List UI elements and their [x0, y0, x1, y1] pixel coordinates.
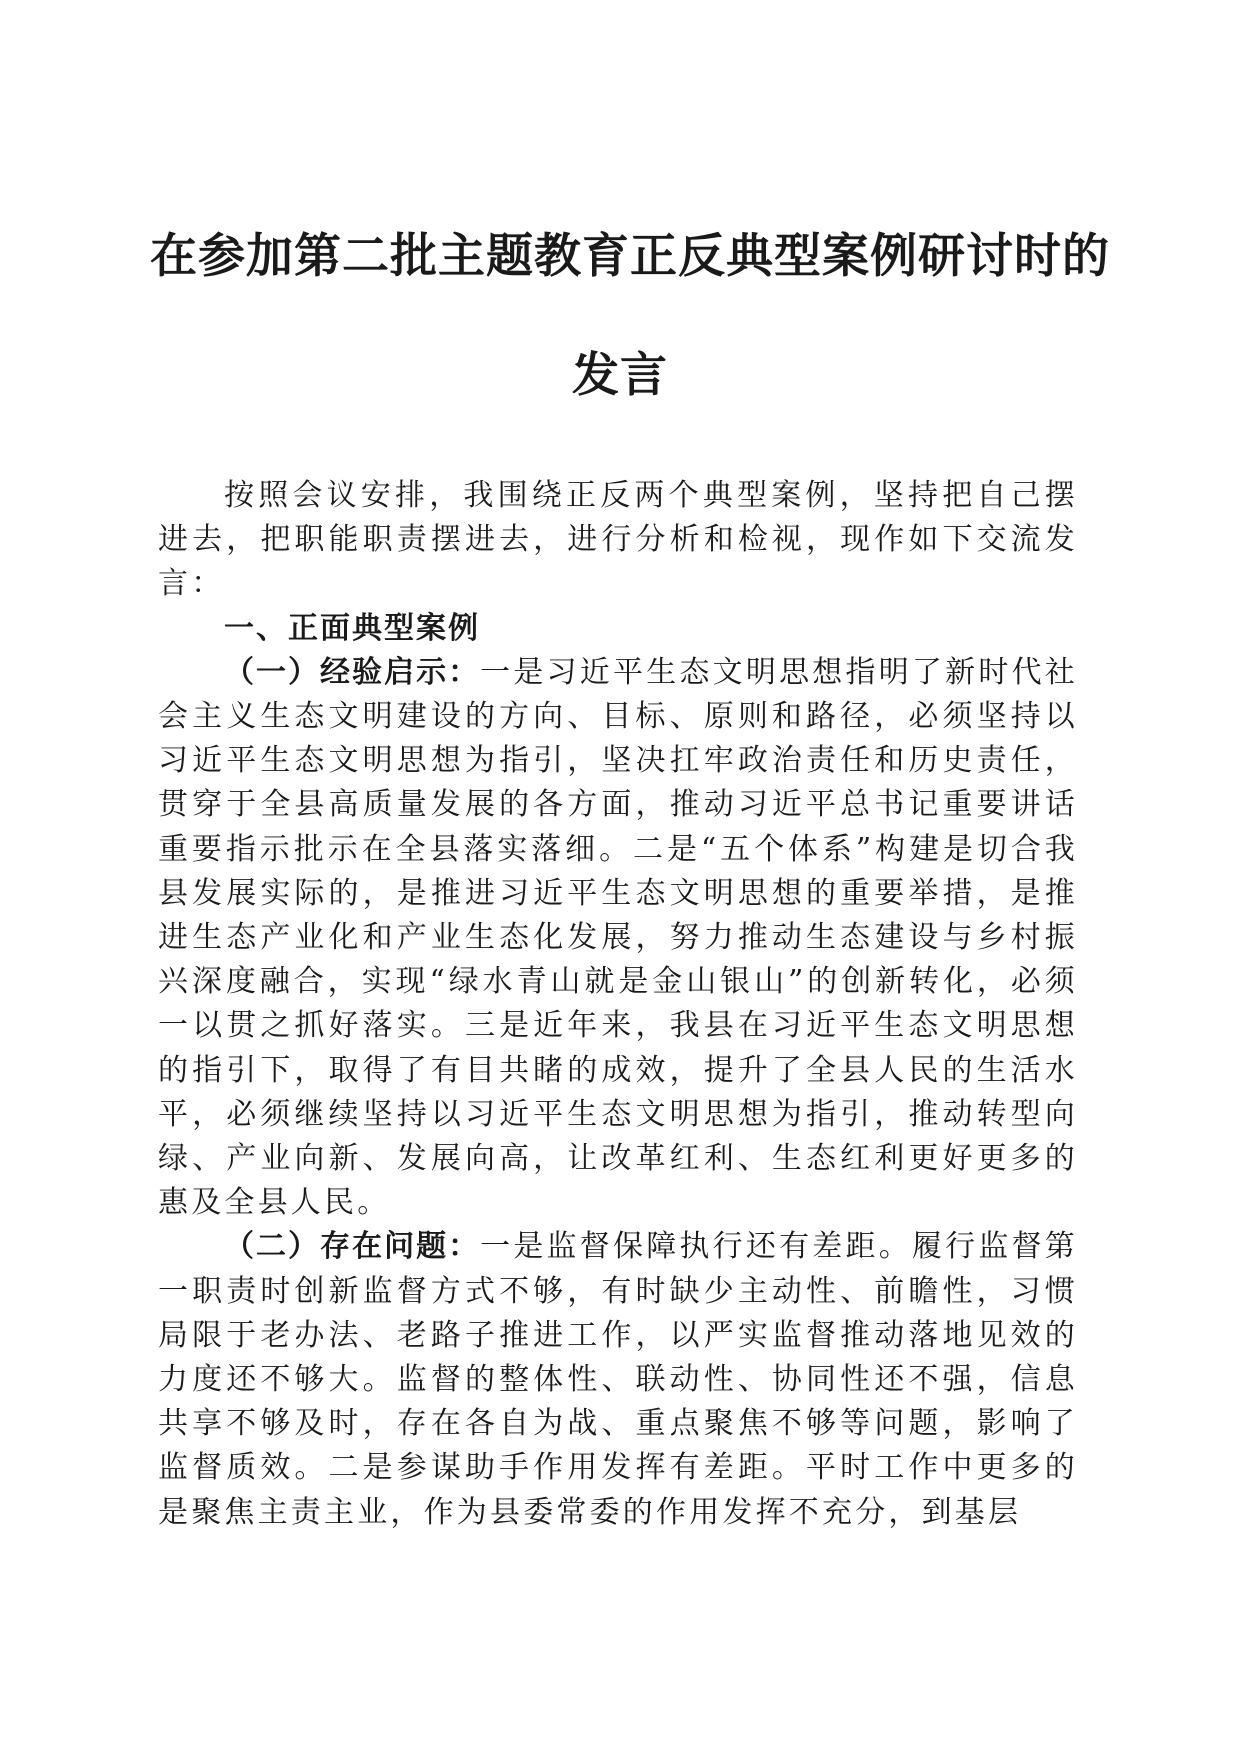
intro-paragraph: 按照会议安排，我围绕正反两个典型案例，坚持把自己摆进去，把职能职责摆进去，进行分析和检视，现作如下交流发言： [158, 478, 1078, 602]
item-1-lead: （一）经验启示： [224, 654, 481, 690]
item-1-paragraph [158, 651, 1078, 1226]
document-title-line-2: 发言 [572, 348, 668, 403]
section-1-heading: 一、正面典型案例 [224, 610, 480, 646]
document-body [158, 474, 1078, 1535]
item-2-text: 一是监督保障执行还有差距。履行监督第一职责时创新监督方式不够，有时缺少主动性、前瞻性，习惯局限于老办法、老路子推进工作，以严实监督推动落地见效的力度还不够大。监督的整体性、联动性、协同性还不强，信息共享不够及时，存在各自为战、重点聚焦不够等问题，影响了监督质效。二是参谋助手作用发挥有差距。平时工作中更多的是聚焦主责主业，作为县委常委的作用发挥不充分，到基层 [158, 1229, 1078, 1530]
document-title-line-1: 在参加第二批主题教育正反典型案例研讨时的 [150, 229, 1110, 284]
item-1-text: 一是习近平生态文明思想指明了新时代社会主义生态文明建设的方向、目标、原则和路径，必须坚持以习近平生态文明思想为指引，坚决扛牢政治责任和历史责任，贯穿于全县高质量发展的各方面，推动习近平总书记重要讲话重要指示批示在全县落实落细。二是“五个体系”构建是切合我县发展实际的，是推进习近平生态文明思想的重要举措，是推进生态产业化和产业生态化发展，努力推动生态建设与乡村振兴深度融合，实现“绿水青山就是金山银山”的创新转化，必须一以贯之抓好落实。三是近年来，我县在习近平生态文明思想的指引下，取得了有目共睹的成效，提升了全县人民的生活水平，必须继续坚持以习近平生态文明思想为指引，推动转型向绿、产业向新、发展向高，让改革红利、生态红利更好更多的惠及全县人民。 [158, 654, 1078, 1221]
item-2-lead: （二）存在问题： [224, 1229, 481, 1265]
item-2-paragraph [158, 1225, 1078, 1534]
